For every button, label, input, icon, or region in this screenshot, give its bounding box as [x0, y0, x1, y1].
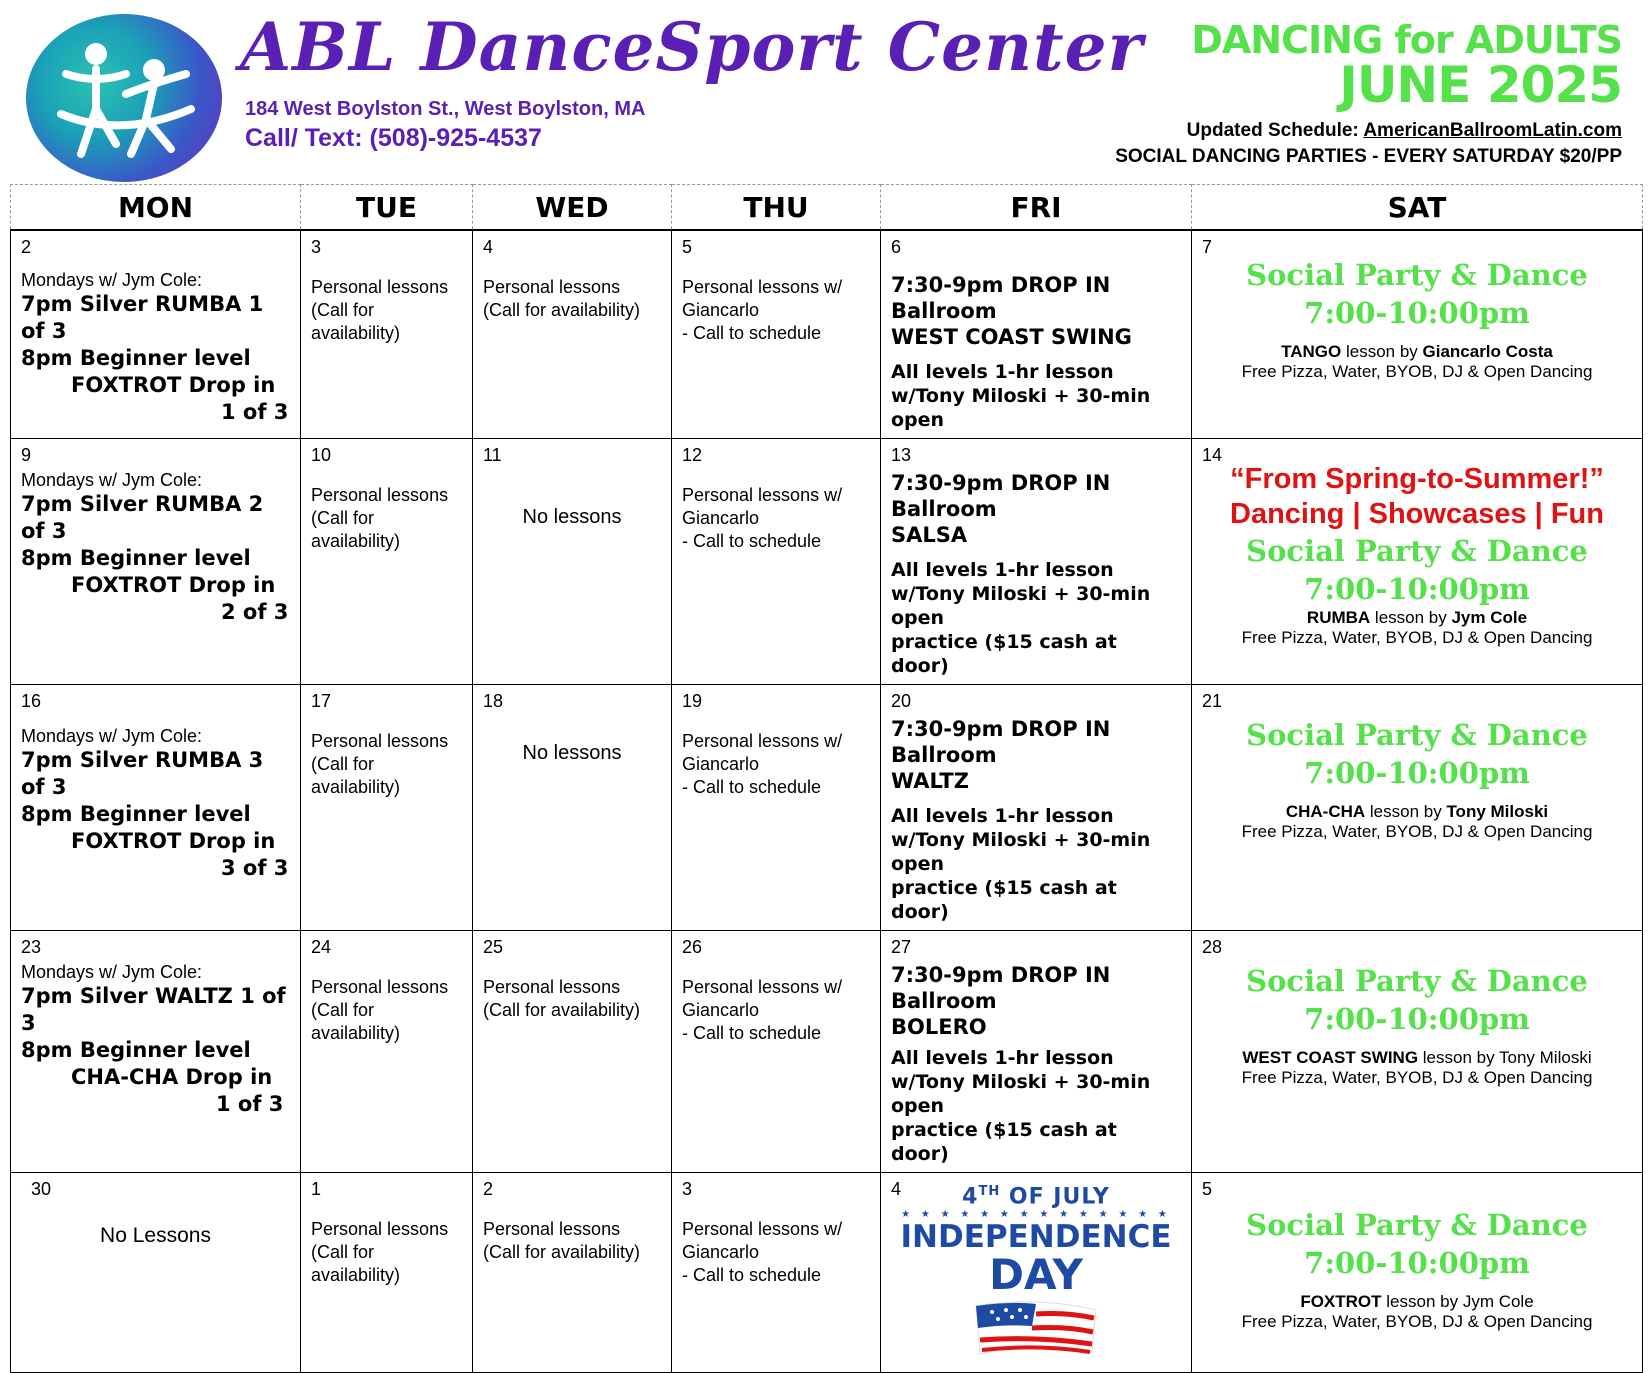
mon-class-3: FOXTROT Drop in	[71, 573, 276, 597]
fri-detail-1: All levels 1-hr lesson	[891, 805, 1114, 827]
date-number: 11	[483, 445, 502, 465]
fri-detail-1: All levels 1-hr lesson	[891, 1047, 1114, 1069]
thu-line-2: Giancarlo	[682, 300, 760, 320]
thu-personal-lessons	[682, 276, 870, 345]
free-pizza: Free Pizza, Water, BYOB, DJ & Open Dancing	[1241, 362, 1593, 381]
mon-class-1: 7pm Silver RUMBA 1 of 3	[21, 292, 264, 343]
fri-dance: WEST COAST SWING	[891, 325, 1132, 349]
sat-lesson	[1202, 342, 1632, 362]
day-cell	[301, 230, 473, 439]
thu-line-2: Giancarlo	[682, 1000, 760, 1020]
day-cell	[672, 439, 881, 685]
day-cell	[301, 685, 473, 931]
lesson-by: lesson by	[1370, 608, 1452, 627]
updated-label: Updated Schedule:	[1186, 120, 1364, 141]
fri-details	[891, 1046, 1181, 1166]
social-party-time: 7:00-10:00pm	[1304, 756, 1530, 790]
day-header-tue: TUE	[301, 185, 473, 231]
date-number: 26	[682, 937, 703, 957]
mon-class-4: 3 of 3	[221, 856, 289, 880]
day-cell	[881, 1173, 1192, 1373]
fri-details	[891, 804, 1181, 924]
sat-lesson	[1202, 608, 1632, 628]
day-cell	[1192, 230, 1643, 439]
personal-line-1: Personal lessons	[311, 277, 449, 297]
mon-subtitle: Mondays w/ Jym Cole:	[21, 726, 203, 746]
date-number: 21	[1202, 691, 1223, 711]
phone: Call/ Text: (508)-925-4537	[245, 124, 542, 152]
personal-line-2: (Call for availability)	[311, 300, 401, 343]
mon-class-4: 2 of 3	[221, 600, 289, 624]
sat-instructor: Tony Miloski	[1446, 802, 1549, 821]
personal-line-1: Personal lessons	[311, 485, 449, 505]
mon-class-3: FOXTROT Drop in	[71, 373, 276, 397]
sat-instructor: Jym Cole	[1451, 608, 1528, 627]
fri-detail-3: practice ($15 cash at door)	[891, 877, 1117, 923]
thu-personal-lessons	[682, 730, 870, 799]
personal-lessons	[483, 1218, 661, 1264]
fri-title: 7:30-9pm DROP IN Ballroom	[891, 471, 1111, 521]
personal-lessons	[311, 484, 462, 553]
fri-dance: WALTZ	[891, 769, 969, 793]
date-number: 2	[483, 1179, 494, 1199]
calendar-grid	[10, 184, 1643, 1373]
dancers-logo-icon	[26, 14, 222, 182]
month-title: JUNE 2025	[1339, 56, 1622, 114]
sat-lesson	[1202, 1292, 1632, 1312]
day-cell	[672, 1173, 881, 1373]
week-row	[11, 230, 1643, 439]
mon-class-2: 8pm Beginner level	[21, 802, 251, 826]
day-cell	[473, 685, 672, 931]
j4-num: 4	[962, 1184, 979, 1210]
week-row	[11, 685, 1643, 931]
mon-subtitle: Mondays w/ Jym Cole:	[21, 962, 203, 982]
sat-dance: FOXTROT	[1300, 1292, 1382, 1311]
fri-dance: SALSA	[891, 523, 968, 547]
day-header-thu: THU	[672, 185, 881, 231]
day-header-mon: MON	[11, 185, 301, 231]
day-cell	[881, 439, 1192, 685]
fri-details	[891, 360, 1181, 432]
thu-line-3: - Call to schedule	[682, 1023, 822, 1043]
lesson-by: lesson by	[1365, 802, 1447, 821]
website-link[interactable]: AmericanBallroomLatin.com	[1363, 120, 1622, 141]
date-number: 5	[682, 237, 693, 257]
studio-logo	[26, 14, 222, 182]
mon-class-4: 1 of 3	[221, 400, 289, 424]
thu-personal-lessons	[682, 1218, 870, 1287]
thu-personal-lessons	[682, 484, 870, 553]
date-number: 18	[483, 691, 504, 711]
social-party-title: Social Party & Dance	[1246, 1208, 1588, 1242]
day-cell	[1192, 931, 1643, 1173]
date-number: 30	[31, 1179, 52, 1199]
date-number: 23	[21, 937, 42, 957]
fri-detail-2: w/Tony Miloski + 30-min open	[891, 583, 1151, 629]
personal-line-1: Personal lessons	[483, 277, 621, 297]
date-number: 28	[1202, 937, 1223, 957]
mon-class-1: 7pm Silver RUMBA 3 of 3	[21, 748, 264, 799]
mon-subtitle: Mondays w/ Jym Cole:	[21, 470, 203, 490]
free-pizza: Free Pizza, Water, BYOB, DJ & Open Dancing	[1241, 822, 1593, 841]
date-number: 3	[682, 1179, 693, 1199]
lesson-by: lesson by	[1341, 342, 1423, 361]
spring-tagline: Dancing | Showcases | Fun	[1230, 498, 1604, 530]
date-number: 6	[891, 237, 902, 257]
free-pizza: Free Pizza, Water, BYOB, DJ & Open Dancing	[1241, 628, 1593, 647]
fri-dropin	[891, 962, 1181, 1040]
personal-line-2: (Call for availability)	[311, 508, 401, 551]
personal-line-1: Personal lessons	[311, 731, 449, 751]
sat-instructor: Jym Cole	[1462, 1292, 1534, 1311]
personal-lessons	[311, 276, 462, 345]
date-number: 13	[891, 445, 912, 465]
social-party-title: Social Party & Dance	[1246, 964, 1588, 998]
day-cell	[11, 230, 301, 439]
sat-dance: WEST COAST SWING	[1242, 1048, 1419, 1067]
lesson-by: lesson by	[1381, 1292, 1463, 1311]
no-lessons: No Lessons	[100, 1224, 211, 1247]
thu-line-3: - Call to schedule	[682, 777, 822, 797]
date-number: 1	[311, 1179, 322, 1199]
personal-lessons	[483, 276, 661, 322]
personal-lessons	[311, 1218, 462, 1287]
date-number: 25	[483, 937, 504, 957]
thu-line-1: Personal lessons w/	[682, 977, 843, 997]
fri-detail-1: All levels 1-hr lesson	[891, 559, 1114, 581]
week-row	[11, 1173, 1643, 1373]
free-pizza: Free Pizza, Water, BYOB, DJ & Open Dancing	[1241, 1312, 1593, 1331]
fri-dropin	[891, 470, 1181, 548]
fri-details	[891, 558, 1181, 678]
day-cell	[881, 931, 1192, 1173]
day-header-sat: SAT	[1192, 185, 1643, 231]
mon-class-2: 8pm Beginner level	[21, 1038, 251, 1062]
fri-title: 7:30-9pm DROP IN Ballroom	[891, 963, 1111, 1013]
thu-line-1: Personal lessons w/	[682, 485, 843, 505]
fri-detail-2: w/Tony Miloski + 30-min open	[891, 1071, 1151, 1117]
thu-line-1: Personal lessons w/	[682, 1219, 843, 1239]
dancing-for-adults: DANCING for ADULTS	[1191, 18, 1622, 62]
date-number: 24	[311, 937, 332, 957]
day-cell	[1192, 439, 1643, 685]
thu-line-1: Personal lessons w/	[682, 731, 843, 751]
thu-line-3: - Call to schedule	[682, 531, 822, 551]
social-party-time: 7:00-10:00pm	[1304, 1002, 1530, 1036]
brand-title: ABL DanceSport Center	[240, 8, 1144, 86]
day-cell	[881, 685, 1192, 931]
date-number: 4	[891, 1179, 902, 1199]
date-number: 19	[682, 691, 703, 711]
day-cell	[473, 439, 672, 685]
fri-dance: BOLERO	[891, 1015, 987, 1039]
fri-detail-2: w/Tony Miloski + 30-min open	[891, 385, 1151, 431]
fri-dropin	[891, 272, 1181, 350]
no-lessons: No lessons	[522, 742, 622, 764]
no-lessons: No lessons	[522, 506, 622, 528]
fri-dropin	[891, 716, 1181, 794]
sat-lesson	[1202, 1048, 1632, 1068]
sat-dance: RUMBA	[1306, 608, 1371, 627]
personal-lessons	[483, 976, 661, 1022]
date-number: 17	[311, 691, 332, 711]
date-number: 2	[21, 237, 32, 257]
date-number: 3	[311, 237, 322, 257]
day-cell	[1192, 1173, 1643, 1373]
independence-text: INDEPENDENCE	[900, 1219, 1172, 1256]
mon-class-4: 1 of 3	[216, 1092, 284, 1116]
date-number: 20	[891, 691, 912, 711]
sat-lesson	[1202, 802, 1632, 822]
personal-lessons	[311, 976, 462, 1045]
day-cell	[301, 1173, 473, 1373]
date-number: 5	[1202, 1179, 1213, 1199]
mon-class-2: 8pm Beginner level	[21, 346, 251, 370]
day-header-fri: FRI	[881, 185, 1192, 231]
day-cell	[301, 931, 473, 1173]
fri-detail-2: w/Tony Miloski + 30-min open	[891, 829, 1151, 875]
day-cell	[11, 685, 301, 931]
thu-line-2: Giancarlo	[682, 754, 760, 774]
fri-detail-1: All levels 1-hr lesson	[891, 361, 1114, 383]
date-number: 7	[1202, 237, 1213, 257]
thu-line-1: Personal lessons w/	[682, 277, 843, 297]
social-party-time: 7:00-10:00pm	[1304, 296, 1530, 330]
day-cell	[473, 931, 672, 1173]
personal-lessons	[311, 730, 462, 799]
fri-title: 7:30-9pm DROP IN Ballroom	[891, 273, 1111, 323]
date-number: 4	[483, 237, 494, 257]
social-party-title: Social Party & Dance	[1246, 534, 1588, 568]
social-party-time: 7:00-10:00pm	[1304, 572, 1530, 606]
address: 184 West Boylston St., West Boylston, MA	[245, 98, 646, 120]
sat-instructor: Giancarlo Costa	[1422, 342, 1553, 361]
j4-text: OF JULY	[1000, 1184, 1110, 1210]
personal-line-2: (Call for availability)	[483, 300, 641, 320]
mon-class-2: 8pm Beginner level	[21, 546, 251, 570]
day-cell	[672, 931, 881, 1173]
social-party-title: Social Party & Dance	[1246, 718, 1588, 752]
sat-dance: TANGO	[1281, 342, 1342, 361]
mon-class-1: 7pm Silver WALTZ 1 of 3	[21, 984, 286, 1035]
day-header-wed: WED	[473, 185, 672, 231]
personal-line-2: (Call for availability)	[311, 754, 401, 797]
fourth-of-july	[891, 1184, 1181, 1209]
mon-class-3: FOXTROT Drop in	[71, 829, 276, 853]
week-row	[11, 439, 1643, 685]
mon-subtitle: Mondays w/ Jym Cole:	[21, 270, 203, 290]
social-parties-note: SOCIAL DANCING PARTIES - EVERY SATURDAY $20/PP	[1115, 146, 1622, 167]
personal-line-2: (Call for availability)	[483, 1000, 641, 1020]
day-cell	[11, 439, 301, 685]
free-pizza: Free Pizza, Water, BYOB, DJ & Open Dancing	[1241, 1068, 1593, 1087]
mon-class-1: 7pm Silver RUMBA 2 of 3	[21, 492, 264, 543]
day-cell	[672, 230, 881, 439]
personal-line-1: Personal lessons	[311, 1219, 449, 1239]
thu-line-2: Giancarlo	[682, 508, 760, 528]
date-number: 14	[1202, 445, 1223, 465]
day-cell	[1192, 685, 1643, 931]
personal-line-1: Personal lessons	[483, 977, 621, 997]
fri-detail-3: practice ($15 cash at door)	[891, 1119, 1117, 1165]
fri-title: 7:30-9pm DROP IN Ballroom	[891, 717, 1111, 767]
day-cell	[881, 230, 1192, 439]
week-row	[11, 931, 1643, 1173]
thu-line-2: Giancarlo	[682, 1242, 760, 1262]
american-flag-icon	[966, 1296, 1106, 1360]
day-cell	[11, 1173, 301, 1373]
j4-suffix: TH	[978, 1184, 1001, 1199]
sat-instructor: Tony Miloski	[1499, 1048, 1592, 1067]
date-number: 16	[21, 691, 42, 711]
day-text: DAY	[989, 1250, 1083, 1300]
day-cell	[473, 230, 672, 439]
fri-detail-3: practice ($15 cash at door)	[891, 631, 1117, 677]
personal-line-2: (Call for availability)	[311, 1242, 401, 1285]
date-number: 9	[21, 445, 32, 465]
lesson-by: lesson by	[1418, 1048, 1500, 1067]
day-cell	[672, 685, 881, 931]
thu-personal-lessons	[682, 976, 870, 1045]
spring-to-summer: “From Spring-to-Summer!”	[1230, 463, 1604, 495]
sat-dance: CHA-CHA	[1285, 802, 1366, 821]
personal-line-1: Personal lessons	[311, 977, 449, 997]
social-party-time: 7:00-10:00pm	[1304, 1246, 1530, 1280]
day-cell	[473, 1173, 672, 1373]
thu-line-3: - Call to schedule	[682, 323, 822, 343]
date-number: 12	[682, 445, 703, 465]
day-cell	[301, 439, 473, 685]
thu-line-3: - Call to schedule	[682, 1265, 822, 1285]
personal-line-2: (Call for availability)	[483, 1242, 641, 1262]
personal-line-2: (Call for availability)	[311, 1000, 401, 1043]
mon-class-3: CHA-CHA Drop in	[71, 1065, 273, 1089]
date-number: 27	[891, 937, 912, 957]
stars-icon: ★ ★ ★ ★ ★ ★ ★ ★ ★ ★ ★ ★ ★ ★	[901, 1209, 1171, 1221]
social-party-title: Social Party & Dance	[1246, 258, 1588, 292]
updated-schedule	[1187, 120, 1622, 142]
personal-line-1: Personal lessons	[483, 1219, 621, 1239]
day-cell	[11, 931, 301, 1173]
date-number: 10	[311, 445, 332, 465]
